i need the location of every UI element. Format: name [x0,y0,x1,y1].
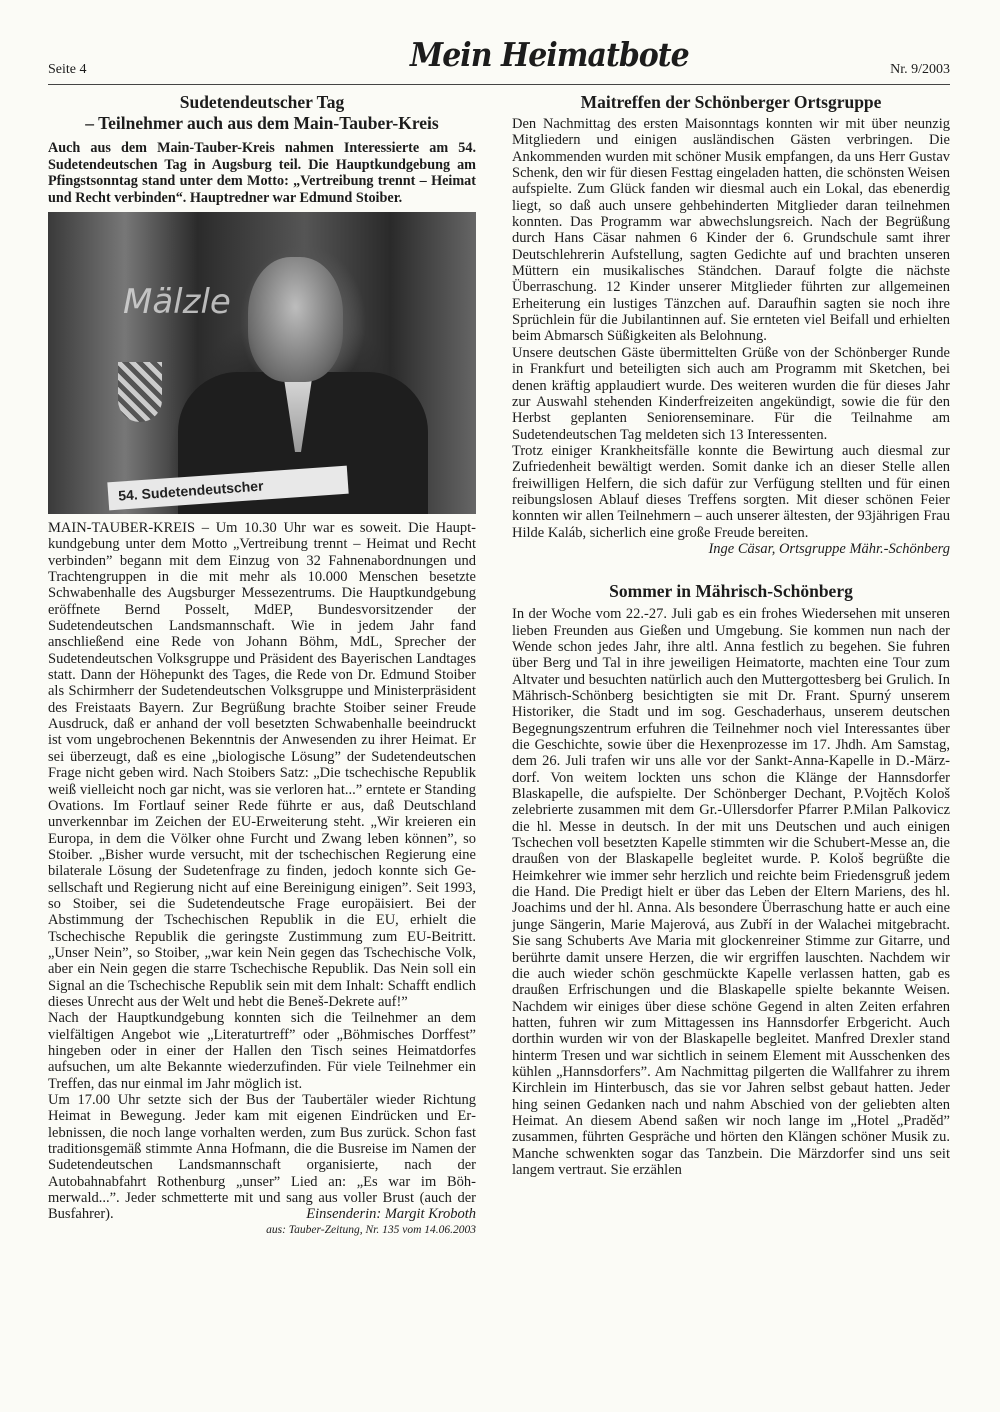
article-title [48,92,476,134]
header-rule [48,84,950,85]
speaker-head [248,257,343,382]
article-paragraph: Nach der Hauptkundgebung konnten sich die Teilnehmer an dem vielfältigen Angebot wie „Literaturtreff” oder „Böhmisches Dorffest” hingeben oder in einer der Hallen den Tisch seines Heimatdorfes aufsuchen, um alte Bekannte wiederzufinden. Für viele Teilnehmer ein Treffen, das nur einmal im Jahr möglich ist. [48,1010,476,1092]
article-source: aus: Tauber-Zeitung, Nr. 135 vom 14.06.2003 [266,1223,476,1236]
issue-number: Nr. 9/2003 [890,62,950,77]
article-paragraph: Unsere deutschen Gäste übermittelten Grüße von der Schönberger Runde in Frankfurt und beteiligten sich auch am Programm mit Sketchen, bei denen kräftig applaudiert wurde. Des weiteren wurden die für dieses Jahr zur Auswahl stehenden Kinderfreizeiten angekündigt, sowie die für den Herbst geplanten Seniorenseminare. Für die Teilnahme am Sudetendeutschen Tag meldeten sich 13 Interessenten. [512,344,950,443]
newspaper-logo: Mein Heimatbote [410,36,689,75]
article-title: Sommer in Mährisch-Schönberg [609,581,853,602]
photo-banner: Mälzle [123,282,231,322]
article-maitreffen [512,92,950,557]
crest-image [118,362,162,422]
page-number: Seite 4 [48,62,87,77]
article-sommer [512,581,950,1178]
article-lede: Auch aus dem Main-Tauber-Kreis nahmen Interessierte am 54. Sudetendeutschen Tag in Augsburg teil. Die Hauptkundgebung am Pfingstsonntag stand unter dem Motto: „Vertreibung trennt – Heimat und Recht verbinden“. Hauptredner war Edmund Stoiber. [48,140,476,206]
photo-edmund-stoiber [48,212,476,514]
article-paragraph: MAIN-TAUBER-KREIS – Um 10.30 Uhr war es soweit. Die Hauptkundgebung unter dem Motto „Vertreibung trennt – Heimat und Recht verbinden” begann mit dem Einzug von 32 Fahnenabordnungen und Trachtengruppen in die mit mehr als 10.000 Menschen besetzte Schwabenhalle des Augsburger Messezentrums. Die Hauptkundgebung eröffnete Bernd Posselt, MdEP, Bundesvorsitzender der Sudetendeutschen Landsmannschaft. Wie in jedem Jahr fand anschließend eine Rede von Johann Böhm, MdL, Sprecher der Sudetendeutschen Volksgruppe und Präsident des Bayerischen Landtages statt. Dann der Höhepunkt des Tages, die Rede von Dr. Edmund Stoiber als Schirmherr der Sudetendeutschen Volksgruppe und Ministerpräsident des Freistaats Bayern. Zur Begrüßung brachte Stoiber seiner Freude Ausdruck, daß er anhand der voll besetzten Schwabenhalle beeindruckt ist vom ungebrochenen Bekenntnis der Anwesenden zu ihrer Heimat. Er sei überzeugt, daß es eine „biologische Lösung” der Sudetendeutschen Frage nicht geben wird. Nach Stoibers Satz: „Die tschechische Republik weiß vielleicht noch gar nicht, was sie verloren hat...” erntete er Standing Ovations. Im Fortlauf seiner Rede führte er aus, daß Deutschland unverkennbar im Zeichen der EU-Erweiterung steht. „Wir kreieren ein Europa, in dem die Völker ohne Furcht und Zwang leben können”, so Stoiber. „Bisher wurde versucht, mit der tschechischen Regierung eine bilaterale Lösung der Sudetenfrage zu finden, jedoch konnte sich Gesellschaft und Regierung nicht auf eine Bereinigung einigen”. Seit 1993, so Stoiber, sei die Sudetendeutsche Frage europäisiert. Bei der Abstimmung der Tschechischen Republik in die EU, erhielt die Tschechische Republik die geringste Zustimmung zum EU-Beitritt. „Unser Nein”, so Stoiber, „war kein Nein gegen das Tschechische Volk, aber ein Nein gegen die starre Tschechische Republik. Das Nein soll ein Signal an die Tschechische Republik sein mit dem Inhalt: Schafft endlich dieses Unrecht aus der Welt und hebt die Beneš-Dekrete auf!” [48,520,476,1010]
page-header [0,0,1000,90]
paragraph-text: Trotz einiger Krankheitsfälle konnte die Bewirtung auch diesmal zur Zufriedenheit bewältigt werden. Somit danke ich an dieser Stelle allen freiwilligen Helfern, die sich dafür zur Verfügung stellten und für einen reibungslosen Ablauf dieses Treffens sorgten. Mit dieser schönen Feier konnten wir allen Teilnehmern – auch unserer ältesten, der 93jährigen Frau Hilde Kaláb, sicherlich eine große Freude bereiten. [512,442,950,541]
article-paragraph: In der Woche vom 22.-27. Juli gab es ein frohes Wiedersehen mit unseren lieben Freunden aus Gießen und Umgebung. Sie kommen nun nach der Wende schon jedes Jahr, ihre altl. Anna festlich zu begehen. Sie fuhren über Berg und Tal in ihre jeweiligen Heimatorte, machten eine Tour zum Altvater und besuchten natürlich auch den Muttergottesberg bei Grulich. In Mährisch-Schönberg besichtigten sie mit Dr. Frant. Spurný unserem Historiker, die Stadt und im sog. Geschaderhaus, unserem deutschen Begegnungszentrum erfuhren die Teilnehmer noch viel Interessantes über die Geschichte, sowie über die Hexenprozesse im 17. Jhdh. Am Samstag, dem 26. Juli trafen wir uns alle vor der Sankt-Anna-Kapelle in D.-Märzdorf. Von weitem lockten uns schon die Klänge der Hannsdorfer Blaskapelle, die aufspielte. Der Schönberger Dechant, P.Vojtěch Kološ zelebrierte zusammen mit dem Gr.-Ullersdorfer Pfarrer P.Milan Palkovicz die hl. Messe in deutsch. In der mit uns Deutschen und auch einigen Tschechen voll besetzten Kapelle stimmten wir die Schubert-Messe an, die draußen von der Blaskapelle begleitet wurde. P. Kološ begrüßte die Heimkehrer wie immer sehr herzlich und reichte beim Friedensgruß jedem die Hand. Die Predigt hielt er über das Leben der Eltern Mariens, des hl. Joachims und der hl. Anna. Als besondere Überraschung hatte er auch eine junge Sängerin, Marie Majerová, aus Zubří in der Walachei mitgebracht. Sie sang Schuberts Ave Maria mit glockenreiner Stimme zur Gitarre, und berührte damit unsere Herzen, die wir ergriffen lauschten. Nachdem wir die auch wieder schön geschmückte Kapelle verlassen hatten, gab es draußen Erfrischungen und die Blaskapelle spielte bekannte Weisen. Nachdem wir einiges über diese schöne Gegend in alten Zeiten erfahren hatten, fuhren wir zum Mittagessen ins Hannsdorfer Erbgericht. Auch dorthin wurden wir von der Blaskapelle begleitet. Manfred Drexler stand hinterm Tresen und war sichtlich in seinem Element mit Ausschenken des kühlen „Hannsdorfers”. Am Nachmittag pilgerten die Wallfahrer zu ihrem Kirchlein im Hinterbusch, das sie vor Jahren selbst gebaut hatten. Jeder hing seinen Gedanken nach und nahm Abschied von der geliebten alten Heimat. An diesem Abend saßen wir noch lange im „Hotel „Praděd” zusammen, führten Gespräche und hörten den Klängen schöner Musik zu. Manche schwenkten sogar das Tanzbein. Die Märzdorfer sind uns seit langem vertraut. Sie erzählen [512,606,950,1178]
podium-sign: 54. Sudetendeutscher [107,466,348,511]
title-line-2: – Teilnehmer auch aus dem Main-Tauber-Kreis [85,113,439,133]
right-column [512,92,950,1178]
title-line-1: Sudetendeutscher Tag [179,92,345,112]
paragraph-text: Um 17.00 Uhr setzte sich der Bus der Taubertäler wieder Richtung Heimat in Bewegung. Jeder kam mit eigenen Eindrücken und Erlebnissen, die noch lange vorhalten werden, zum Bus zurück. Schon fast traditionsgemäß stimmte Anna Hofmann, die die Busreise im Namen der Sudetendeutschen Landsmannschaft organisierte, nach der Autobahnabfahrt Rothenburg „unser” Lied an: „Es war im Böhmerwald...”. Jeder schmetterte mit und sang aus voller Brust (auch der Busfahrer). [48,1092,476,1223]
article-paragraph [512,442,950,557]
article-title: Maitreffen der Schönberger Ortsgruppe [580,92,882,112]
article-signature: Einsenderin: Margit Kroboth [306,1206,476,1223]
article-sudetendeutscher-tag [48,92,476,1237]
article-signature: Inge Cäsar, Ortsgruppe Mähr.-Schönberg [708,540,950,557]
article-paragraph [48,1092,476,1223]
article-paragraph: Den Nachmittag des ersten Maisonntags konnten wir mit über neunzig Mitgliedern und einigen ausländischen Gästen verbringen. Die Ankommenden wurden mit schöner Musik empfangen, da uns Herr Gustav Schenk, den wir für diesen Festtag eingeladen hatten, die schönsten Weisen aufspielte. Zum Glück fanden wir diesmal auch ein Lokal, das ebenerdig liegt, so daß auch unsere gehbehinderten Mitglieder daran teilnehmen konnten. Das Programm war abwechslungsreich. Nach der Begrüßung durch Hans Cäsar nahmen 6 Kinder der 6. Grundschule samt ihrer Deutschlehrerin Aufstellung, sagten Gedichte auf und brachten unseren Müttern ein musikalisches Ständchen. Darauf folgte die nächste Überraschung. 12 Kinder unserer Mitglieder führten zur allgemeinen Erheiterung ein lustiges Tänzchen auf. Daraufhin sagten sie noch ihre Sprüchlein für die Jubilantinnen auf. Sie ernteten viel Beifall und erhielten beim Abmarsch Süßigkeiten als Belohnung. [512,116,950,345]
